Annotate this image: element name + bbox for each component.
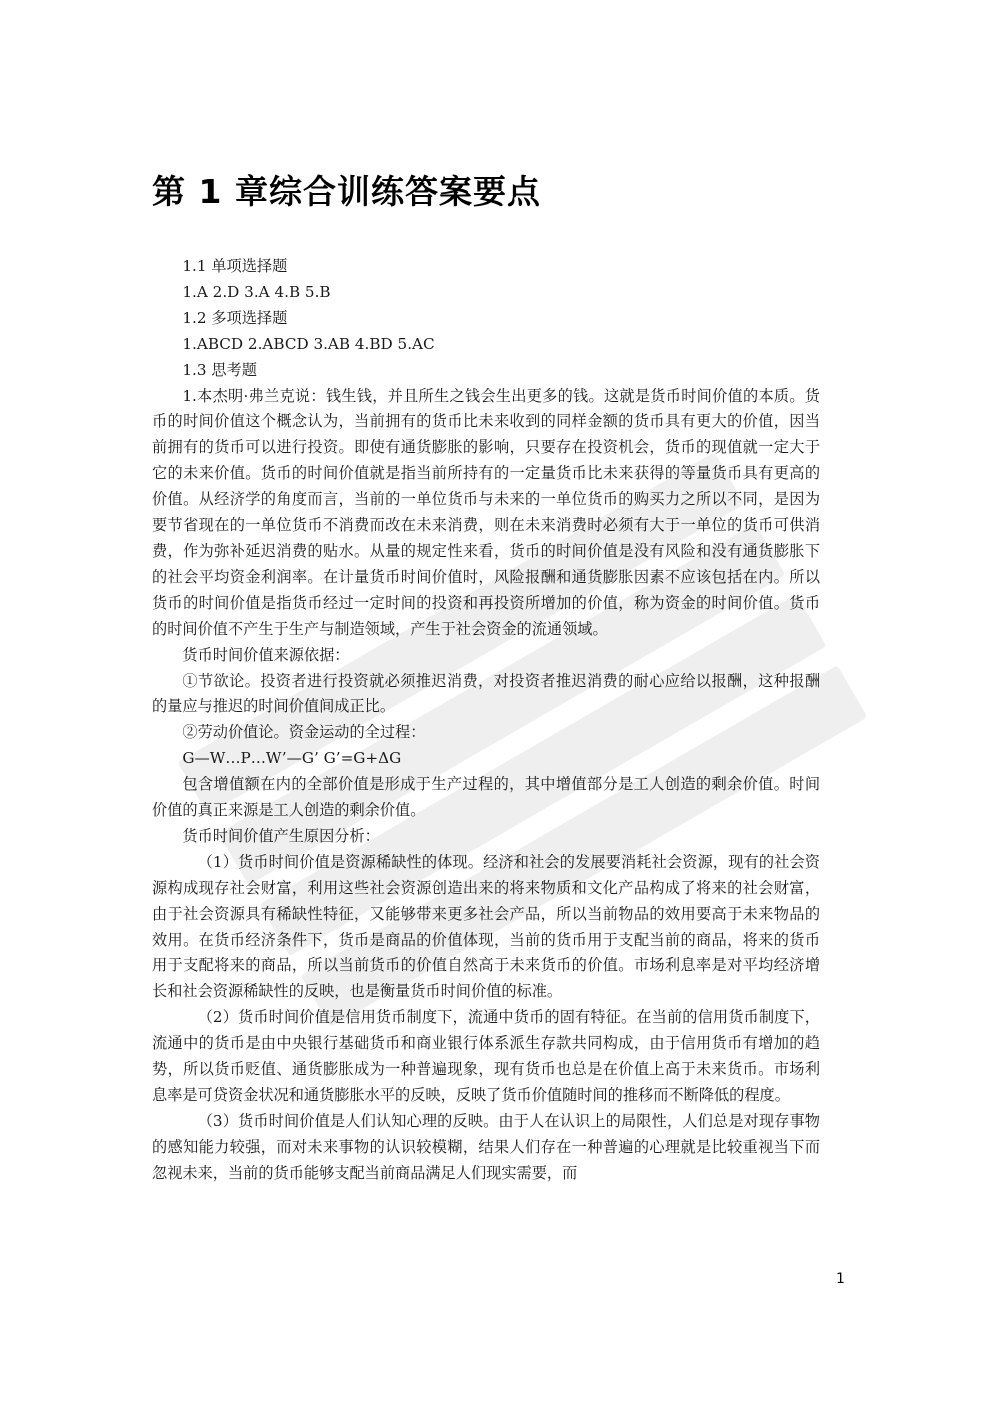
paragraph: 货币时间价值来源依据：: [182, 645, 350, 664]
page-title: 第 1 章综合训练答案要点: [152, 172, 541, 211]
section-heading: 1.3 思考题: [182, 360, 257, 379]
formula-line: G—W…P…W’—G’ G’=G+ΔG: [182, 749, 402, 768]
answer-line: 1.A 2.D 3.A 4.B 5.B: [182, 282, 331, 301]
section-heading: 1.2 多项选择题: [182, 308, 288, 327]
paragraph: 货币时间价值产生原因分析：: [182, 826, 380, 845]
paragraph: （2）货币时间价值是信用货币制度下，流通中货币的固有特征。在当前的信用货币制度下，流通中的货币是由中央银行基础货币和商业银行体系派生存款共同构成，由于信用货币有增加的趋势，所以货币贬值、通货膨胀成为一种普遍现象，现有货币也总是在价值上高于未来货币。市场利息率是可贷资金状况和通货膨胀水平的反映，反映了货币价值随时间的推移而不断降低的程度。: [152, 1008, 820, 1104]
paragraph: ①节欲论。投资者进行投资就必须推迟消费，对投资者推迟消费的耐心应给以报酬，这种报酬的量应与推迟的时间价值间成正比。: [152, 671, 820, 716]
paragraph: （1）货币时间价值是资源稀缺性的体现。经济和社会的发展要消耗社会资源，现有的社会资源构成现存社会财富，利用这些社会资源创造出来的将来物质和文化产品构成了将来的社会财富，由于社会资源具有稀缺性特征，又能够带来更多社会产品，所以当前物品的效用要高于未来物品的效用。在货币经济条件下，货币是商品的价值体现，当前的货币用于支配当前的商品，将来的货币用于支配将来的商品，所以当前货币的价值自然高于未来货币的价值。市场利息率是对平均经济增长和社会资源稀缺性的反映，也是衡量货币时间价值的标准。: [152, 852, 820, 1001]
page-number: 1: [836, 1271, 845, 1287]
paragraph: ②劳动价值论。资金运动的全过程：: [182, 723, 426, 742]
paragraph: 包含增值额在内的全部价值是形成于生产过程的，其中增值部分是工人创造的剩余价值。时间价值的真正来源是工人创造的剩余价值。: [152, 775, 820, 820]
answer-line: 1.ABCD 2.ABCD 3.AB 4.BD 5.AC: [182, 334, 435, 353]
section-heading: 1.1 单项选择题: [182, 257, 288, 275]
paragraph: 1.本杰明·弗兰克说：钱生钱，并且所生之钱会生出更多的钱。这就是货币时间价值的本质。货币的时间价值这个概念认为，当前拥有的货币比未来收到的同样金额的货币具有更大的价值，因当前拥有的货币可以进行投资。即使有通货膨胀的影响，只要存在投资机会，货币的现值就一定大于它的未来价值。货币的时间价值就是指当前所持有的一定量货币比未来获得的等量货币具有更高的价值。从经济学的角度而言，当前的一单位货币与未来的一单位货币的购买力之所以不同，是因为要节省现在的一单位货币不消费而改在未来消费，则在未来消费时必须有大于一单位的货币可供消费，作为弥补延迟消费的贴水。从量的规定性来看，货币的时间价值是没有风险和没有通货膨胀下的社会平均资金利润率。在计量货币时间价值时，风险报酬和通货膨胀因素不应该包括在内。所以货币的时间价值是指货币经过一定时间的投资和再投资所增加的价值，称为资金的时间价值。货币的时间价值不产生于生产与制造领域，产生于社会资金的流通领域。: [152, 386, 820, 638]
paragraph: （3）货币时间价值是人们认知心理的反映。由于人在认识上的局限性，人们总是对现存事物的感知能力较强，而对未来事物的认识较模糊，结果人们存在一种普遍的心理就是比较重视当下而忽视未来，当前的货币能够支配当前商品满足人们现实需要，而: [152, 1111, 820, 1182]
document-body: [152, 254, 820, 1187]
